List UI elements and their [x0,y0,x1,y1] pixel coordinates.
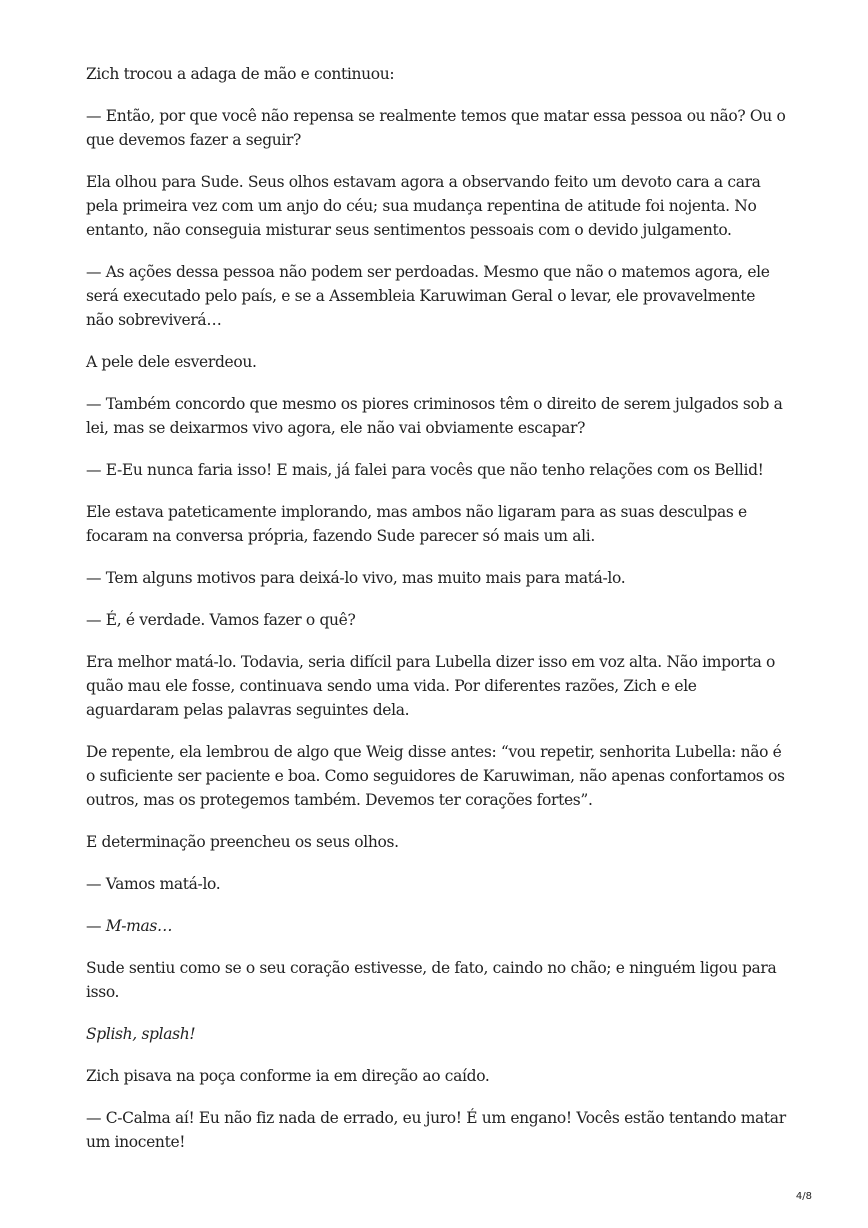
paragraph: Sude sentiu como se o seu coração estivesse, de fato, caindo no chão; e ninguém ligou para isso. [86,959,777,1001]
paragraph: A pele dele esverdeou. [86,353,257,371]
paragraph: — Vamos matá-lo. [86,875,221,893]
page-number: 4/8 [795,1191,812,1202]
paragraph: — Também concordo que mesmo os piores criminosos têm o direito de serem julgados sob a lei, mas se deixarmos vivo agora, ele não vai obviamente escapar? [86,395,783,437]
paragraph: — É, é verdade. Vamos fazer o quê? [86,611,356,629]
paragraph: — Tem alguns motivos para deixá-lo vivo, mas muito mais para matá-lo. [86,569,626,587]
paragraph-mixed [86,914,786,938]
paragraph: Zich pisava na poça conforme ia em direção ao caído. [86,1067,490,1085]
paragraph: — Então, por que você não repensa se realmente temos que matar essa pessoa ou não? Ou o que devemos fazer a seguir? [86,107,786,149]
paragraph: Zich trocou a adaga de mão e continuou: [86,65,395,83]
paragraph: — As ações dessa pessoa não podem ser perdoadas. Mesmo que não o matemos agora, ele será executado pelo país, e se a Assembleia Karuwiman Geral o levar, ele provavelmente não sobreviverá… [86,263,770,329]
paragraph: Era melhor matá-lo. Todavia, seria difícil para Lubella dizer isso em voz alta. Não importa o quão mau ele fosse, continuava sendo uma vida. Por diferentes razões, Zich e ele aguardaram pelas palavras seguintes dela. [86,653,776,719]
paragraph: — E-Eu nunca faria isso! E mais, já falei para vocês que não tenho relações com os Bellid! [86,461,764,479]
paragraph: E determinação preencheu os seus olhos. [86,833,399,851]
paragraph-italic: Splish, splash! [86,1025,196,1043]
paragraph: — C-Calma aí! Eu não fiz nada de errado, eu juro! É um engano! Vocês estão tentando matar um inocente! [86,1109,786,1151]
paragraph: Ela olhou para Sude. Seus olhos estavam agora a observando feito um devoto cara a cara pela primeira vez com um anjo do céu; sua mudança repentina de atitude foi nojenta. No entanto, não conseguia misturar seus sentimentos pessoais com o devido julgamento. [86,173,761,239]
paragraph: De repente, ela lembrou de algo que Weig disse antes: “vou repetir, senhorita Lubella: não é o suficiente ser paciente e boa. Como seguidores de Karuwiman, não apenas confortamos os outros, mas os protegemos também. Devemos ter corações fortes”. [86,743,785,809]
dialogue-dash: — [86,917,106,935]
document-page [86,62,786,1172]
italic-dialogue: M-mas… [105,917,173,935]
paragraph: Ele estava pateticamente implorando, mas ambos não ligaram para as suas desculpas e focaram na conversa própria, fazendo Sude parecer só mais um ali. [86,503,747,545]
